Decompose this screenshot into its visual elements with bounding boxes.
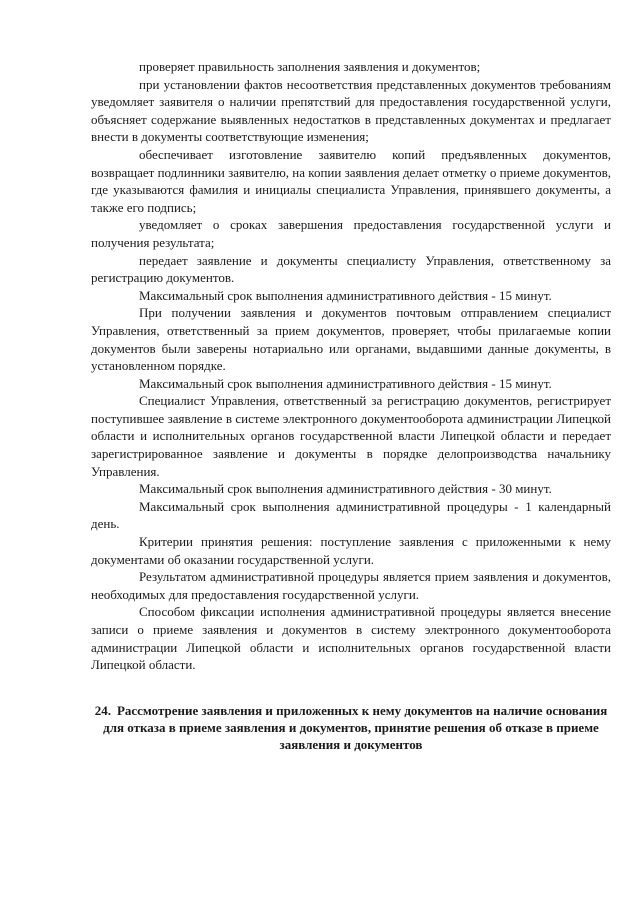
paragraph: передает заявление и документы специалисту Управления, ответственному за регистрацию документов.	[91, 252, 611, 286]
paragraph: проверяет правильность заполнения заявления и документов;	[139, 59, 481, 74]
paragraph: Максимальный срок выполнения административного действия - 15 минут.	[139, 287, 552, 303]
paragraph: Критерии принятия решения: поступление заявления с приложенными к нему документами об оказании государственной услуги.	[91, 534, 611, 567]
paragraph: Способом фиксации исполнения административной процедуры является внесение записи о приеме заявления и документов в систему электронного документооборота администрации Липецкой области и исполнительных органов государственной власти Липецкой области.	[91, 604, 611, 673]
paragraph: обеспечивает изготовление заявителю копий предъявленных документов, возвращает подлинники заявителю, на копии заявления делает отметку о приеме документов, где указываются фамилия и инициалы специалиста Управления, принявшего документы, а также его подпись;	[91, 146, 611, 215]
section-title: Рассмотрение заявления и приложенных к нему документов на наличие основания для отказа в приеме заявления и документов, принятие решения об отказе в приеме заявления и документов	[103, 702, 608, 753]
document-page	[91, 58, 611, 753]
paragraph: уведомляет о сроках завершения предоставления государственной услуги и получения результата;	[91, 217, 611, 250]
paragraph: Максимальный срок выполнения административного действия - 30 минут.	[139, 481, 552, 497]
paragraph: Максимальный срок выполнения административной процедуры - 1 календарный день.	[91, 498, 611, 532]
paragraph: Максимальный срок выполнения административного действия - 15 минут.	[139, 375, 552, 391]
paragraph: при установлении фактов несоответствия представленных документов требованиям уведомляет заявителя о наличии препятствий для предоставления государственной услуги, объясняет содержание выявленных недостатков в представленных документах и предлагает внести в документы соответствующие изменения;	[91, 76, 611, 145]
paragraph: При получении заявления и документов почтовым отправлением специалист Управления, ответственный за прием документов, проверяет, чтобы прилагаемые копии документов были заверены нотариально или органами, выдавшими данные документы, в установленном порядке.	[91, 305, 611, 374]
paragraph: Результатом административной процедуры является прием заявления и документов, необходимых для предоставления государственной услуги.	[91, 569, 611, 602]
section-number: 24.	[94, 702, 111, 718]
section-heading	[91, 702, 611, 754]
paragraph: Специалист Управления, ответственный за регистрацию документов, регистрирует поступившее заявление в системе электронного документооборота администрации Липецкой области и исполнительных органов государственной власти Липецкой области и передает зарегистрированное заявление и документы в порядке делопроизводства начальнику Управления.	[91, 393, 611, 479]
